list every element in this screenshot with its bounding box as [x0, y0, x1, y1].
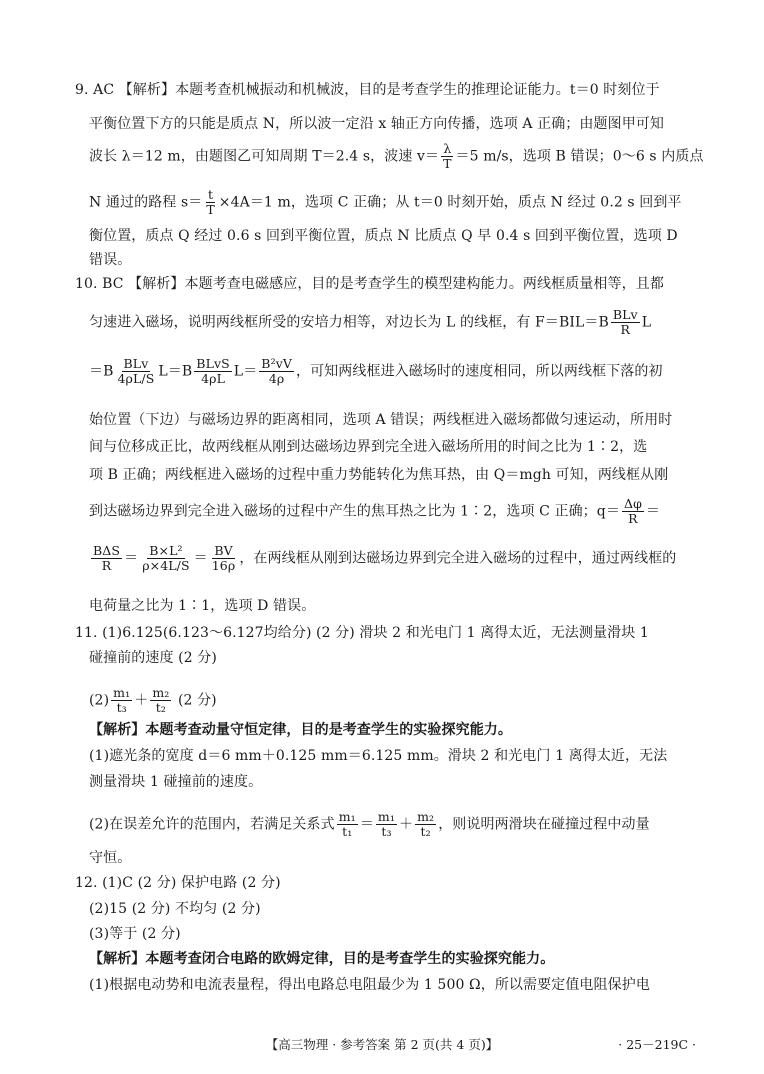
q11-line-1: 11. (1)6.125(6.123～6.127均给分) (2 分) 滑块 2 和光电门 1 离得太近，无法测量滑块 1 [75, 625, 649, 641]
fraction-m1-over-t1: $\frac{\text{m₁}}{\text{t₁}}$ [338, 809, 356, 839]
q10-line-5: 间与位移成正比，故两线框从刚到达磁场边界到完全进入磁场所用的时间之比为 1∶2，选 [89, 439, 648, 455]
fraction-BLv-over-R: $\frac{\text{BLv}}{R}$ [612, 307, 638, 337]
q10-line-9: 电荷量之比为 1∶1，选项 D 错误。 [89, 598, 316, 614]
footer-code: · 25－219C · [618, 1037, 696, 1052]
q11-line-3: (2) $\frac{\text{m₁}}{\text{t₃}}$ ＋ $\frac{\text{m₂}}{\text{t₂}}$ (2 分) [89, 685, 217, 715]
fraction-BdS-over-R: $\frac{\text{BΔS}}{R}$ [93, 543, 121, 573]
q10-line-3: ＝B $\frac{\text{BLv}}{4\rho L/S}$ L＝B $\frac{\text{BLvS}}{4\rho L}$ L＝ $\frac{\text{B²vV}}{4\rho}$ ，可知两线框进入磁场时的速度相同，所以两线框下落的初 [89, 356, 663, 386]
fraction-lambda-over-T: $\frac{\lambda}{T}$ [443, 141, 452, 171]
q10-line-1: 10. BC 【解析】本题考查电磁感应，目的是考查学生的模型建构能力。两线框质量相等，且都 [75, 276, 664, 292]
q10-line-2: 匀速进入磁场，说明两线框所受的安培力相等，对边长为 L 的线框，有 F＝BIL＝B $\frac{\text{BLv}}{R}$ L [89, 307, 652, 337]
fraction-m1-over-t3: $\frac{\text{m₁}}{\text{t₃}}$ [377, 809, 395, 839]
q12-line-1: 12. (1)C (2 分) 保护电路 (2 分) [75, 875, 281, 891]
q9-line-4: N 通过的路程 s＝ $\frac{t}{T}$ ×4A＝1 m，选项 C 正确；从 t＝0 时刻开始，质点 N 经过 0.2 s 回到平 [89, 187, 682, 217]
q11-line-7: (2)在误差允许的范围内，若满足关系式 $\frac{\text{m₁}}{\text{t₁}}$ ＝ $\frac{\text{m₁}}{\text{t₃}}$ ＋ $\frac{\text{m₂}}{\text{t₂}}$ ，则说明两滑块在碰撞过程中动量 [89, 809, 650, 839]
q9-line-2: 平衡位置下方的只能是质点 N，所以波一定沿 x 轴正方向传播，选项 A 正确；由题图甲可知 [89, 116, 665, 132]
page-footer [0, 1034, 764, 1056]
fraction-m2-over-t2: $\frac{\text{m₂}}{\text{t₂}}$ [152, 685, 170, 715]
fraction-B2vV-over-4rho: $\frac{\text{B²vV}}{4\rho}$ [261, 356, 292, 386]
fraction-m2-over-t2: $\frac{\text{m₂}}{\text{t₂}}$ [417, 809, 435, 839]
q10-line-7: 到达磁场边界到完全进入磁场的过程中产生的焦耳热之比为 1∶2，选项 C 正确；q＝ $\frac{\Delta\varphi}{R}$ ＝ [89, 496, 661, 526]
q10-line-8: $\frac{\text{BΔS}}{R}$ ＝ $\frac{\text{B×L²}}{\rho\times 4L/S}$ ＝ $\frac{BV}{16\rho}$ ，在两线框从刚到达磁场边界到完全进入磁场的过程中，通过两线框的 [93, 543, 677, 573]
q11-line-2: 碰撞前的速度 (2 分) [89, 650, 217, 666]
fraction-t-over-T: $\frac{t}{T}$ [206, 187, 215, 217]
footer-page-info: 【高三物理 · 参考答案 第 2 页(共 4 页)】 [265, 1037, 499, 1052]
q9-line-5: 衡位置，质点 Q 经过 0.6 s 回到平衡位置，质点 N 比质点 Q 早 0.4 s 回到平衡位置，选项 D [89, 228, 678, 244]
fraction-BLv-over-4rhoL-S: $\frac{\text{BLv}}{4\rho L/S}$ [117, 356, 155, 386]
q12-analysis-heading: 【解析】本题考查闭合电路的欧姆定律，目的是考查学生的实验探究能力。 [89, 951, 555, 967]
fraction-m1-over-t3: $\frac{\text{m₁}}{\text{t₃}}$ [113, 685, 131, 715]
q11-line-5: (1)遮光条的宽度 d＝6 mm＋0.125 mm＝6.125 mm。滑块 2 和光电门 1 离得太近，无法 [89, 748, 668, 764]
fraction-BL2-over-rho4L-S: $\frac{\text{B×L²}}{\rho\times 4L/S}$ [142, 543, 190, 573]
q10-line-4: 始位置（下边）与磁场边界的距离相同，选项 A 错误；两线框进入磁场都做匀速运动，所用时 [89, 412, 673, 428]
q10-line-6: 项 B 正确；两线框进入磁场的过程中重力势能转化为焦耳热，由 Q＝mgh 可知，两线框从刚 [89, 467, 669, 483]
fraction-BV-over-16rho: $\frac{BV}{16\rho}$ [211, 543, 236, 573]
q9-line-3: 波长 λ＝12 m，由题图乙可知周期 T＝2.4 s，波速 v＝ $\frac{\lambda}{T}$ ＝5 m/s，选项 B 错误；0～6 s 内质点 [89, 141, 704, 171]
fraction-BLvS-over-4rhoL: $\frac{\text{BLvS}}{4\rho L}$ [196, 356, 230, 386]
q12-line-2: (2)15 (2 分) 不均匀 (2 分) [89, 901, 261, 917]
q12-line-3: (3)等于 (2 分) [89, 926, 181, 942]
q11-analysis-heading: 【解析】本题考查动量守恒定律，目的是考查学生的实验探究能力。 [89, 722, 512, 738]
q12-line-5: (1)根据电动势和电流表量程，得出电路总电阻最少为 1 500 Ω，所以需要定值电阻保护电 [89, 977, 650, 993]
q9-line-1: 9. AC 【解析】本题考查机械振动和机械波，目的是考查学生的推理论证能力。t＝0 时刻位于 [75, 82, 660, 98]
q11-line-6: 测量滑块 1 碰撞前的速度。 [89, 774, 263, 790]
q9-line-6: 错误。 [89, 252, 132, 268]
fraction-dphi-over-R: $\frac{\Delta\varphi}{R}$ [623, 496, 642, 526]
q11-line-8: 守恒。 [89, 850, 132, 866]
